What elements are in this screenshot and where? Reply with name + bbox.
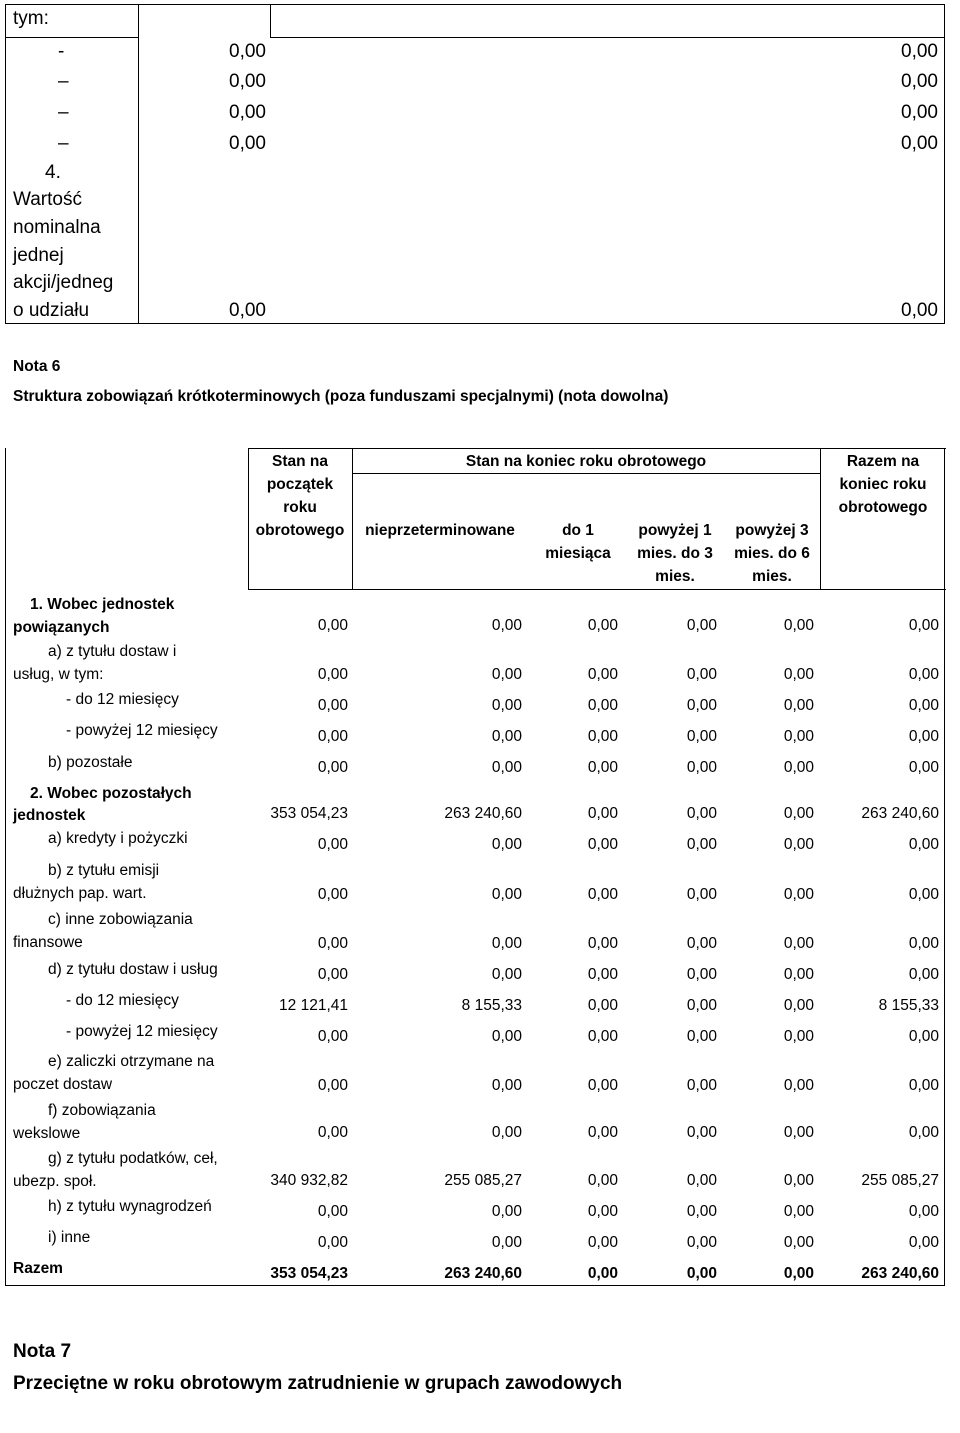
top-table-divider [138,4,139,324]
row-label-continued: dłużnych pap. wart. [13,885,147,902]
top-table-mark: - [58,41,65,62]
header-line: obrotowego [255,522,345,539]
header-3-to-6-months [722,519,822,588]
cell-value: 0,00 [783,728,814,745]
row-label: Razem [13,1260,63,1277]
cell-value: 0,00 [491,728,522,745]
cell-value: 0,00 [783,666,814,683]
cell-value: 0,00 [587,966,618,983]
top-table-value: 0,00 [229,41,266,62]
row-label-continued: jednostek [13,807,86,824]
cell-value: 0,00 [783,836,814,853]
nota7-subtitle: Przeciętne w roku obrotowym zatrudnienie w grupach zawodowych [13,1373,623,1394]
header-start-of-year [248,450,352,542]
cell-value: 0,00 [908,617,939,634]
row-label: c) inne zobowiązania [48,911,193,928]
cell-value: 353 054,23 [270,805,348,822]
header-line: Stan na [272,453,328,470]
cell-value: 0,00 [783,617,814,634]
row-label: a) z tytułu dostaw i [48,643,177,660]
nota7-title: Nota 7 [13,1341,72,1362]
cell-value: 0,00 [587,836,618,853]
cell-value: 0,00 [587,1172,618,1189]
header-line: mies. [655,568,695,585]
header-line: mies. do 3 [637,545,713,562]
cell-value: 0,00 [686,1234,717,1251]
table2-group-rule [352,473,820,474]
cell-value: 0,00 [908,1077,939,1094]
top-table-rule-2 [270,37,945,38]
cell-value: 0,00 [491,697,522,714]
row-label: - powyżej 12 miesięcy [66,1023,218,1040]
row-label: h) z tytułu wynagrodzeń [48,1198,212,1215]
cell-value: 0,00 [783,966,814,983]
cell-value: 0,00 [491,1077,522,1094]
row-label: i) inne [48,1229,91,1246]
top-table-rule [5,37,139,38]
cell-value: 0,00 [317,759,348,776]
cell-value: 0,00 [587,728,618,745]
cell-value: 0,00 [587,697,618,714]
cell-value: 0,00 [686,617,717,634]
top-table-mark: – [58,71,69,92]
cell-value: 0,00 [587,935,618,952]
row-label: - powyżej 12 miesięcy [66,722,218,739]
cell-value: 0,00 [317,1077,348,1094]
cell-value: 0,00 [908,759,939,776]
header-line: początek [266,476,334,493]
cell-value: 0,00 [686,935,717,952]
header-not-overdue: nieprzeterminowane [365,522,515,539]
cell-value: 0,00 [686,836,717,853]
cell-value: 0,00 [587,1203,618,1220]
row-label-continued: powiązanych [13,619,110,636]
cell-value: 0,00 [317,666,348,683]
cell-value: 353 054,23 [270,1265,348,1282]
cell-value: 0,00 [908,1028,939,1045]
cell-value: 0,00 [783,759,814,776]
cell-value: 0,00 [686,1077,717,1094]
top-table-value: 0,00 [229,133,266,154]
cell-value: 0,00 [491,1124,522,1141]
cell-value: 0,00 [783,1028,814,1045]
row-label: - do 12 miesięcy [66,691,179,708]
cell-value: 0,00 [317,728,348,745]
cell-value: 0,00 [491,836,522,853]
top-table-label: Wartość [13,189,82,210]
cell-value: 0,00 [686,728,717,745]
header-total-end-of-year [820,450,946,519]
cell-value: 0,00 [587,1265,618,1282]
cell-value: 0,00 [686,966,717,983]
cell-value: 0,00 [783,1077,814,1094]
header-line: roku [283,499,317,516]
cell-value: 0,00 [317,966,348,983]
cell-value: 0,00 [491,617,522,634]
cell-value: 0,00 [491,935,522,952]
cell-value: 263 240,60 [444,805,522,822]
top-table-value: 0,00 [901,133,938,154]
cell-value: 0,00 [317,935,348,952]
cell-value: 0,00 [908,1234,939,1251]
row-label-continued: finansowe [13,934,83,951]
cell-value: 0,00 [587,1234,618,1251]
cell-value: 263 240,60 [444,1265,522,1282]
cell-value: 263 240,60 [861,805,939,822]
top-table [5,4,945,324]
top-table-value: 0,00 [901,300,938,321]
cell-value: 0,00 [686,1172,717,1189]
cell-value: 0,00 [317,1203,348,1220]
header-line: obrotowego [838,499,928,516]
top-table-mark: – [58,133,69,154]
top-table-label: akcji/jedneg [13,272,114,293]
cell-value: 0,00 [686,1124,717,1141]
cell-value: 0,00 [783,1124,814,1141]
top-table-value: 0,00 [229,71,266,92]
cell-value: 0,00 [491,759,522,776]
cell-value: 0,00 [587,666,618,683]
cell-value: 0,00 [491,1234,522,1251]
header-up-to-1-month [528,519,628,565]
top-table-value: 0,00 [901,102,938,123]
cell-value: 0,00 [686,1028,717,1045]
row-label-continued: usług, w tym: [13,666,104,683]
row-label: f) zobowiązania [48,1102,156,1119]
cell-value: 0,00 [317,617,348,634]
cell-value: 0,00 [587,1028,618,1045]
cell-value: 0,00 [686,759,717,776]
header-line: do 1 [562,522,594,539]
cell-value: 0,00 [908,836,939,853]
row-label: 1. Wobec jednostek [30,596,175,613]
cell-value: 0,00 [587,759,618,776]
header-line: mies. [752,568,792,585]
header-line: mies. do 6 [734,545,810,562]
cell-value: 0,00 [587,1077,618,1094]
top-table-label: tym: [13,8,49,29]
cell-value: 0,00 [783,997,814,1014]
cell-value: 0,00 [317,836,348,853]
header-1-to-3-months [625,519,725,588]
row-label: b) z tytułu emisji [48,862,160,879]
cell-value: 0,00 [491,666,522,683]
cell-value: 0,00 [908,728,939,745]
cell-value: 0,00 [686,886,717,903]
cell-value: 0,00 [783,1172,814,1189]
top-table-mark: – [58,102,69,123]
cell-value: 0,00 [491,886,522,903]
nota6-subtitle: Struktura zobowiązań krótkoterminowych (poza funduszami specjalnymi) (nota dowolna) [13,388,669,405]
header-line: powyżej 1 [638,522,712,539]
top-table-label: nominalna [13,217,101,238]
cell-value: 0,00 [686,997,717,1014]
top-table-divider-2 [270,4,271,38]
cell-value: 0,00 [317,1028,348,1045]
cell-value: 0,00 [783,886,814,903]
row-label: b) pozostałe [48,754,133,771]
cell-value: 0,00 [783,1234,814,1251]
cell-value: 0,00 [908,1124,939,1141]
cell-value: 0,00 [908,697,939,714]
top-table-value: 0,00 [229,300,266,321]
cell-value: 8 155,33 [461,997,522,1014]
cell-value: 0,00 [317,886,348,903]
cell-value: 0,00 [783,1265,814,1282]
cell-value: 255 085,27 [861,1172,939,1189]
cell-value: 0,00 [783,697,814,714]
row-label-continued: ubezp. społ. [13,1173,97,1190]
header-line: Razem na [846,453,920,470]
row-label: e) zaliczki otrzymane na [48,1053,215,1070]
row-label: d) z tytułu dostaw i usług [48,961,218,978]
row-label: g) z tytułu podatków, ceł, [48,1150,218,1167]
cell-value: 0,00 [783,935,814,952]
top-table-label: o udziału [13,300,90,321]
cell-value: 0,00 [686,1203,717,1220]
cell-value: 255 085,27 [444,1172,522,1189]
row-label: a) kredyty i pożyczki [48,830,188,847]
header-line: koniec roku [839,476,927,493]
cell-value: 0,00 [908,935,939,952]
cell-value: 0,00 [317,1234,348,1251]
cell-value: 0,00 [587,997,618,1014]
cell-value: 0,00 [908,886,939,903]
cell-value: 0,00 [587,886,618,903]
cell-value: 0,00 [587,805,618,822]
cell-value: 0,00 [908,966,939,983]
cell-value: 8 155,33 [878,997,939,1014]
cell-value: 0,00 [587,617,618,634]
nota6-title: Nota 6 [13,358,61,375]
cell-value: 0,00 [686,805,717,822]
cell-value: 0,00 [491,1203,522,1220]
cell-value: 0,00 [908,1203,939,1220]
cell-value: 0,00 [686,666,717,683]
cell-value: 0,00 [908,666,939,683]
cell-value: 0,00 [317,1124,348,1141]
cell-value: 0,00 [783,805,814,822]
row-label-continued: poczet dostaw [13,1076,113,1093]
header-line: powyżej 3 [735,522,809,539]
top-table-label: jednej [13,245,64,266]
cell-value: 0,00 [491,1028,522,1045]
cell-value: 263 240,60 [861,1265,939,1282]
cell-value: 0,00 [587,1124,618,1141]
row-label: 2. Wobec pozostałych [30,785,192,802]
table2-header-rule [248,589,946,590]
cell-value: 0,00 [783,1203,814,1220]
top-table-value: 0,00 [901,71,938,92]
header-end-of-year-group: Stan na koniec roku obrotowego [465,453,707,470]
top-table-value: 0,00 [901,41,938,62]
cell-value: 0,00 [491,966,522,983]
cell-value: 0,00 [686,1265,717,1282]
top-table-label: 4. [45,162,61,183]
top-table-value: 0,00 [229,102,266,123]
row-label: - do 12 miesięcy [66,992,179,1009]
cell-value: 12 121,41 [279,997,348,1014]
row-label-continued: wekslowe [13,1125,81,1142]
cell-value: 340 932,82 [270,1172,348,1189]
cell-value: 0,00 [686,697,717,714]
cell-value: 0,00 [317,697,348,714]
header-line: miesiąca [545,545,611,562]
